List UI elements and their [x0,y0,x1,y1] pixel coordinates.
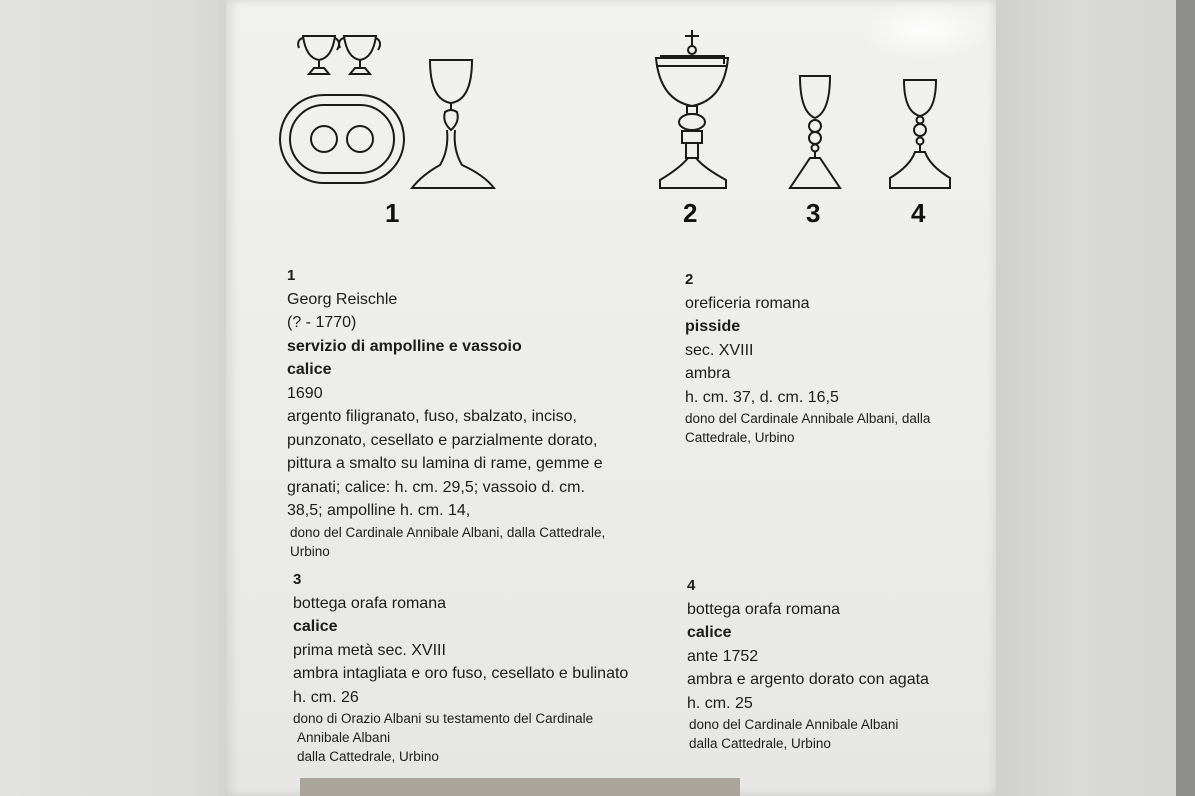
entry-description: granati; calice: h. cm. 29,5; vassoio d. cm. [287,478,585,496]
entry-author: bottega orafa romana [293,594,446,612]
entry-date: 1690 [287,384,323,402]
cruet-icon-left [298,36,339,74]
entry-date: ante 1752 [687,647,759,665]
entry-description: argento filigranato, fuso, sbalzato, inciso, [287,408,577,425]
entry-provenance: Urbino [290,543,330,559]
entry-number: 4 [687,577,696,594]
figure-number-4: 4 [911,198,926,228]
entry-size: h. cm. 26 [293,688,359,706]
entry-title: calice [293,618,338,635]
entry-size: h. cm. 37, d. cm. 16,5 [685,388,839,406]
chalice-icon-3 [790,76,840,188]
entry-provenance: Annibale Albani [297,730,391,745]
entry-description: pittura a smalto su lamina di rame, gemme e [287,455,603,472]
tray-icon [280,95,404,183]
entry-provenance: dono del Cardinale Annibale Albani, dalla [685,411,931,426]
entry-number: 3 [293,571,302,588]
entry-material: ambra [685,365,731,382]
entry-author: Georg Reischle [287,290,398,308]
entry-title: calice [687,624,732,641]
entry-size: h. cm. 25 [687,694,753,712]
entry-number: 2 [685,271,694,288]
object-silhouettes [0,0,1195,240]
entry-provenance: dalla Cattedrale, Urbino [689,736,831,751]
entry-1 [287,264,605,561]
display-base [300,778,740,796]
entry-provenance: dono di Orazio Albani su testamento del Cardinale [293,711,594,726]
figure-number-2: 2 [683,198,698,228]
cruet-icon-right [339,36,380,74]
entry-material: ambra intagliata e oro fuso, cesellato e bulinato [293,665,629,682]
entry-4 [687,574,929,753]
chalice-icon-1 [412,60,494,188]
entry-title: calice [287,361,332,378]
entry-3 [293,568,628,766]
entry-title: pisside [685,318,741,335]
entry-description: 38,5; ampolline h. cm. 14, [287,502,471,519]
entry-2 [685,268,930,447]
entry-dates: (? - 1770) [287,314,357,331]
chalice-icon-4 [890,80,950,188]
figure-number-1: 1 [385,198,400,228]
entry-number: 1 [287,267,296,284]
entry-title: servizio di ampolline e vassoio [287,337,522,355]
entry-author: bottega orafa romana [687,600,840,618]
entry-provenance: dono del Cardinale Annibale Albani, dalla Cattedrale, [290,524,606,540]
entry-material: ambra e argento dorato con agata [687,671,929,688]
entry-provenance: Cattedrale, Urbino [685,430,795,445]
entry-date: sec. XVIII [685,341,754,359]
entry-description: punzonato, cesellato e parzialmente dorato, [287,431,598,449]
entry-date: prima metà sec. XVIII [293,641,446,659]
entry-author: oreficeria romana [685,294,810,312]
entry-provenance: dono del Cardinale Annibale Albani [689,717,899,732]
figure-number-3: 3 [806,198,821,228]
pyx-icon [656,30,728,188]
entry-provenance: dalla Cattedrale, Urbino [297,749,439,764]
